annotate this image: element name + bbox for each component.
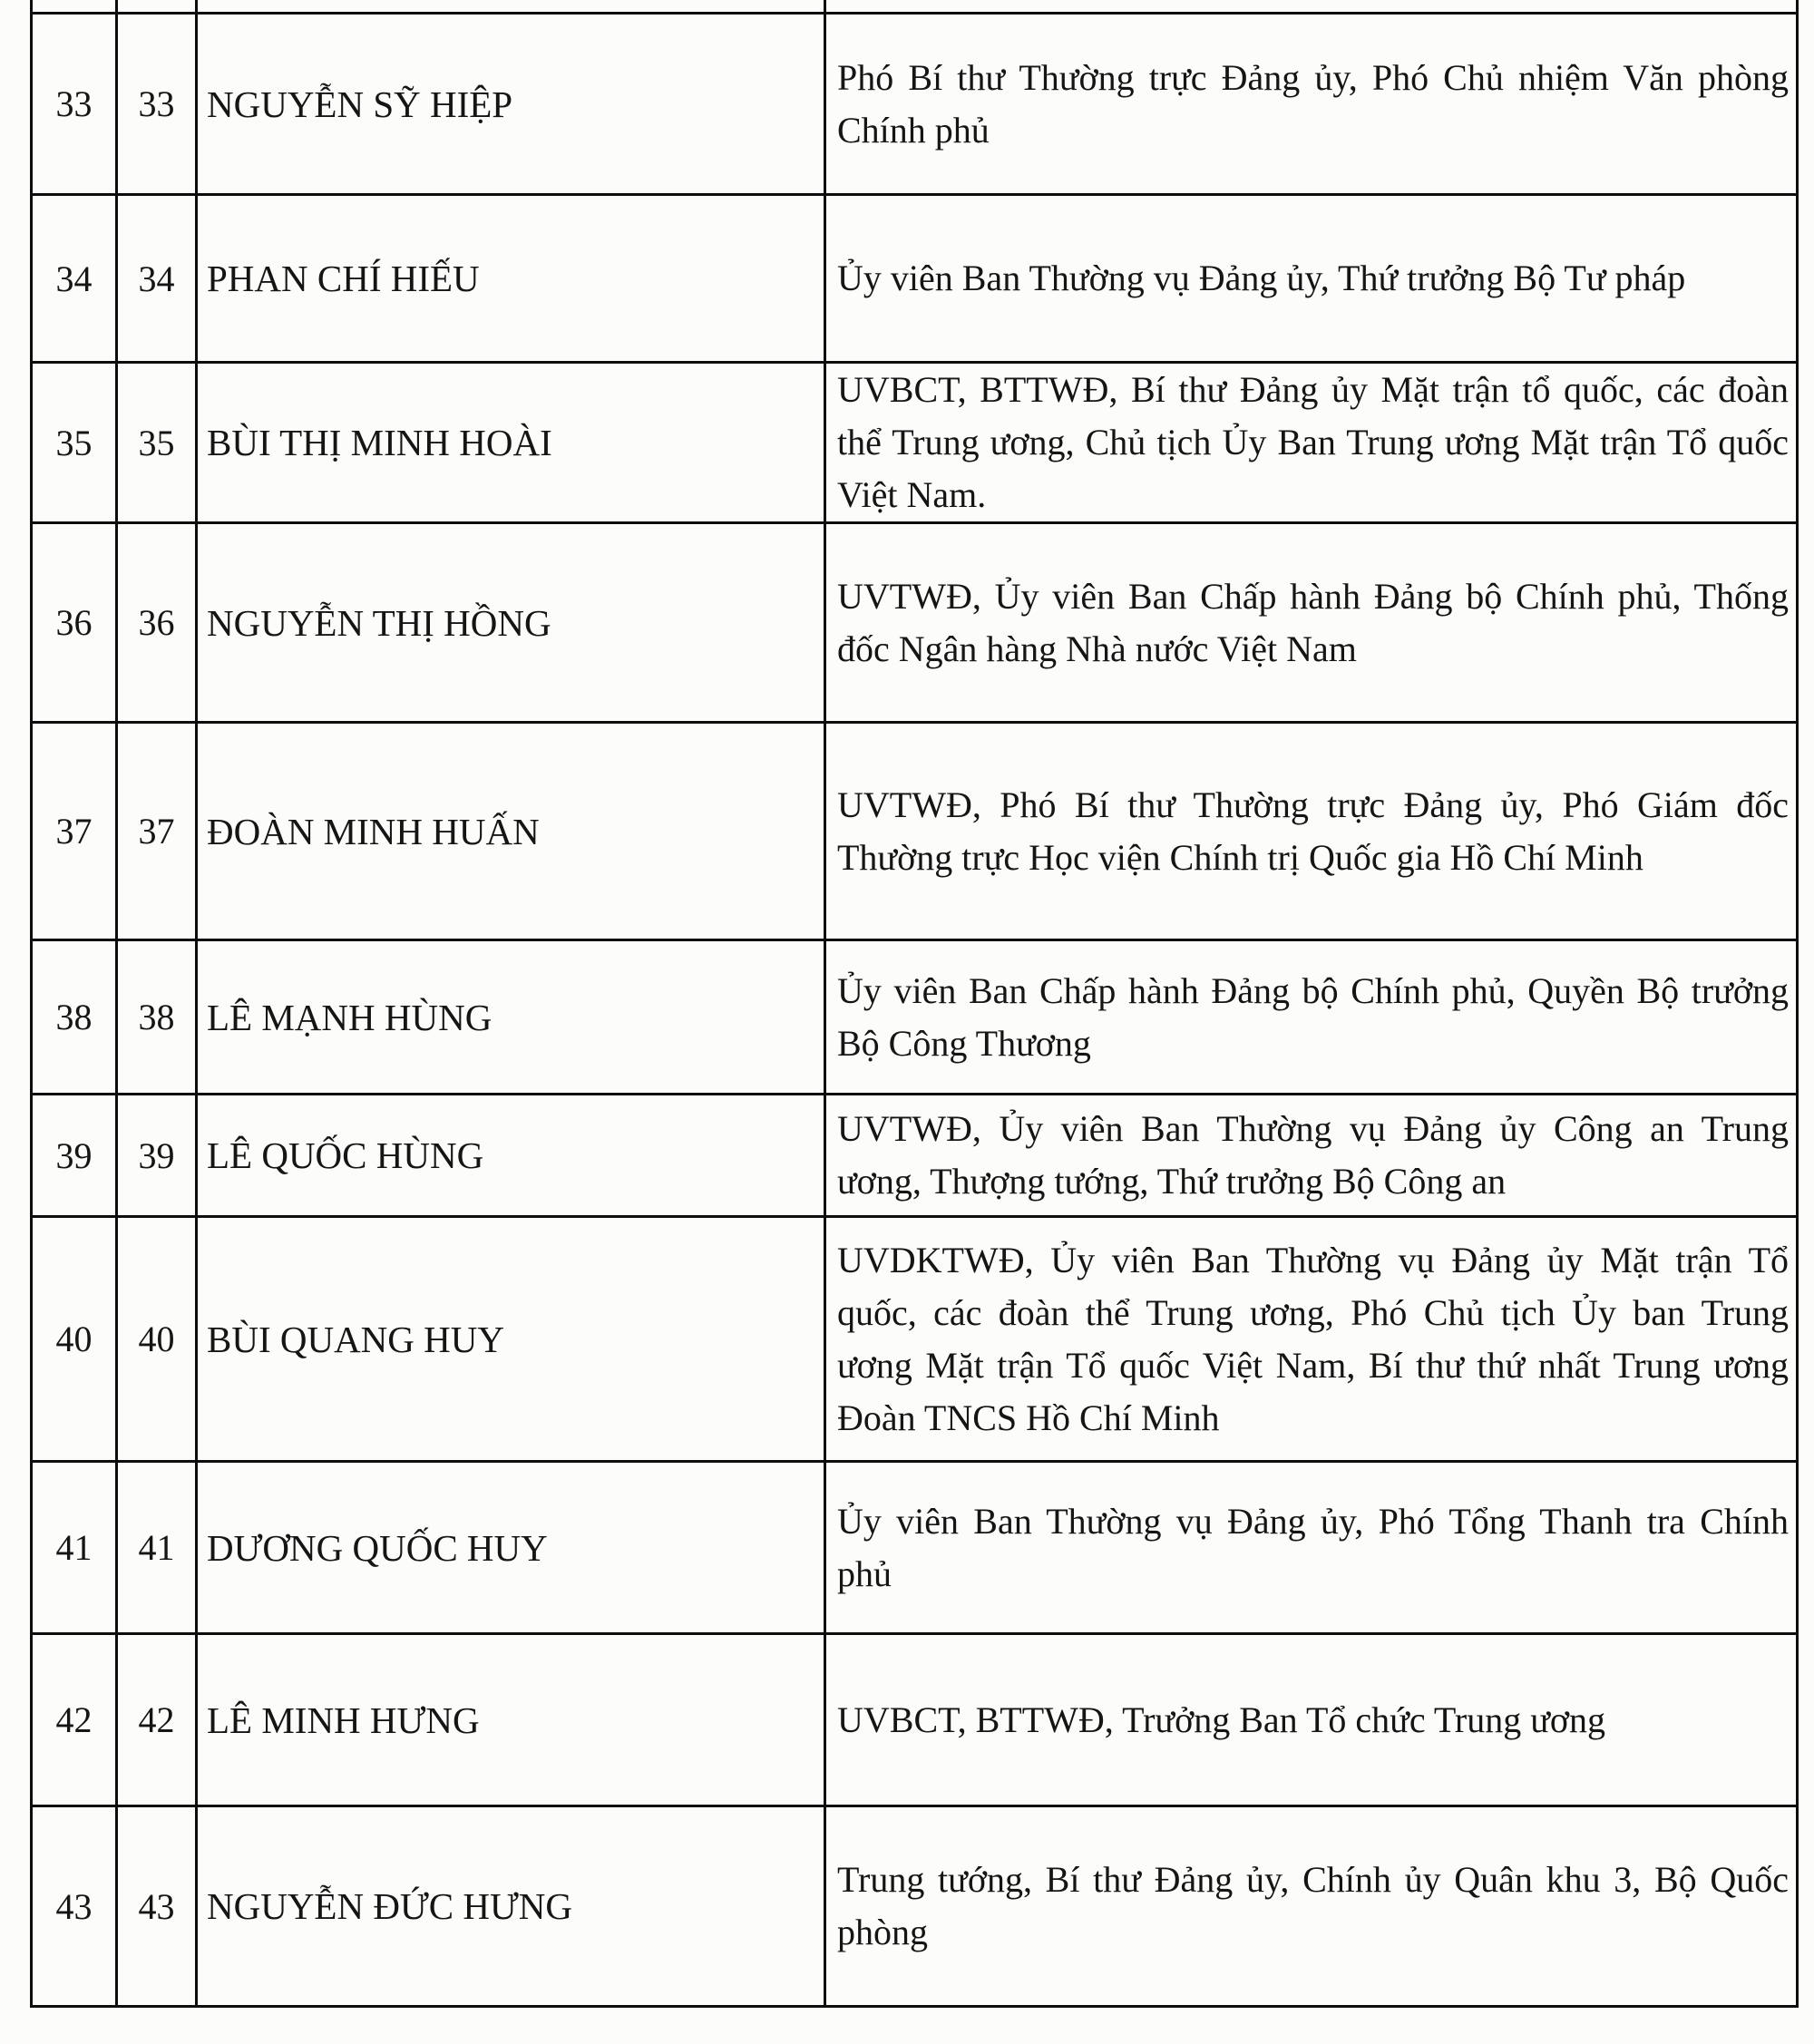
- official-name: LÊ MINH HƯNG: [197, 1634, 825, 1806]
- stt-cell-right: 33: [117, 14, 197, 195]
- stt-cell-left: 41: [32, 1462, 117, 1634]
- official-name: LÊ QUỐC HÙNG: [197, 1095, 825, 1217]
- stt-cell-right: 36: [117, 523, 197, 723]
- officials-table: [30, 0, 1799, 2008]
- stt-cell-left: 37: [32, 723, 117, 940]
- stt-cell-right: 35: [117, 363, 197, 523]
- partial-cell: [825, 0, 1798, 14]
- partial-cell: [117, 0, 197, 14]
- table-row: [32, 1634, 1798, 1806]
- stt-cell-right: 37: [117, 723, 197, 940]
- stt-cell-right: 41: [117, 1462, 197, 1634]
- partial-cell: [197, 0, 825, 14]
- official-position: UVBCT, BTTWĐ, Bí thư Đảng ủy Mặt trận tổ quốc, các đoàn thể Trung ương, Chủ tịch Ủy Ban Trung ương Mặt trận Tổ quốc Việt Nam.: [825, 363, 1798, 523]
- table-row: [32, 1217, 1798, 1462]
- official-name: ĐOÀN MINH HUẤN: [197, 723, 825, 940]
- stt-cell-left: 33: [32, 14, 117, 195]
- table-row: [32, 363, 1798, 523]
- table-row: [32, 723, 1798, 940]
- stt-cell-left: 43: [32, 1806, 117, 2007]
- official-name: BÙI THỊ MINH HOÀI: [197, 363, 825, 523]
- official-position: UVTWĐ, Phó Bí thư Thường trực Đảng ủy, Phó Giám đốc Thường trực Học viện Chính trị Quốc gia Hồ Chí Minh: [825, 723, 1798, 940]
- official-position: Ủy viên Ban Thường vụ Đảng ủy, Thứ trưởng Bộ Tư pháp: [825, 195, 1798, 363]
- stt-cell-left: 34: [32, 195, 117, 363]
- official-name: NGUYỄN ĐỨC HƯNG: [197, 1806, 825, 2007]
- official-position: Ủy viên Ban Chấp hành Đảng bộ Chính phủ, Quyền Bộ trưởng Bộ Công Thương: [825, 940, 1798, 1095]
- official-name: NGUYỄN SỸ HIỆP: [197, 14, 825, 195]
- official-position: Phó Bí thư Thường trực Đảng ủy, Phó Chủ nhiệm Văn phòng Chính phủ: [825, 14, 1798, 195]
- official-position: Trung tướng, Bí thư Đảng ủy, Chính ủy Quân khu 3, Bộ Quốc phòng: [825, 1806, 1798, 2007]
- official-position: Ủy viên Ban Thường vụ Đảng ủy, Phó Tổng Thanh tra Chính phủ: [825, 1462, 1798, 1634]
- official-position: UVTWĐ, Ủy viên Ban Thường vụ Đảng ủy Công an Trung ương, Thượng tướng, Thứ trưởng Bộ Công an: [825, 1095, 1798, 1217]
- officials-table-body: [32, 0, 1798, 2007]
- table-row: [32, 1462, 1798, 1634]
- official-name: NGUYỄN THỊ HỒNG: [197, 523, 825, 723]
- official-position: UVTWĐ, Ủy viên Ban Chấp hành Đảng bộ Chính phủ, Thống đốc Ngân hàng Nhà nước Việt Nam: [825, 523, 1798, 723]
- official-name: DƯƠNG QUỐC HUY: [197, 1462, 825, 1634]
- stt-cell-left: 42: [32, 1634, 117, 1806]
- table-row: [32, 195, 1798, 363]
- partial-cell: [32, 0, 117, 14]
- official-position: UVBCT, BTTWĐ, Trưởng Ban Tổ chức Trung ương: [825, 1634, 1798, 1806]
- official-name: PHAN CHÍ HIẾU: [197, 195, 825, 363]
- official-name: BÙI QUANG HUY: [197, 1217, 825, 1462]
- partial-row-top: [32, 0, 1798, 14]
- stt-cell-left: 39: [32, 1095, 117, 1217]
- table-row: [32, 1095, 1798, 1217]
- official-position: UVDKTWĐ, Ủy viên Ban Thường vụ Đảng ủy Mặt trận Tổ quốc, các đoàn thể Trung ương, Phó Chủ tịch Ủy ban Trung ương Mặt trận Tổ quốc Việt Nam, Bí thư thứ nhất Trung ương Đoàn TNCS Hồ Chí Minh: [825, 1217, 1798, 1462]
- stt-cell-right: 38: [117, 940, 197, 1095]
- stt-cell-left: 38: [32, 940, 117, 1095]
- stt-cell-right: 39: [117, 1095, 197, 1217]
- table-row: [32, 940, 1798, 1095]
- stt-cell-left: 40: [32, 1217, 117, 1462]
- table-row: [32, 523, 1798, 723]
- stt-cell-left: 35: [32, 363, 117, 523]
- stt-cell-right: 40: [117, 1217, 197, 1462]
- stt-cell-right: 42: [117, 1634, 197, 1806]
- official-name: LÊ MẠNH HÙNG: [197, 940, 825, 1095]
- table-row: [32, 1806, 1798, 2007]
- stt-cell-left: 36: [32, 523, 117, 723]
- stt-cell-right: 34: [117, 195, 197, 363]
- table-row: [32, 14, 1798, 195]
- stt-cell-right: 43: [117, 1806, 197, 2007]
